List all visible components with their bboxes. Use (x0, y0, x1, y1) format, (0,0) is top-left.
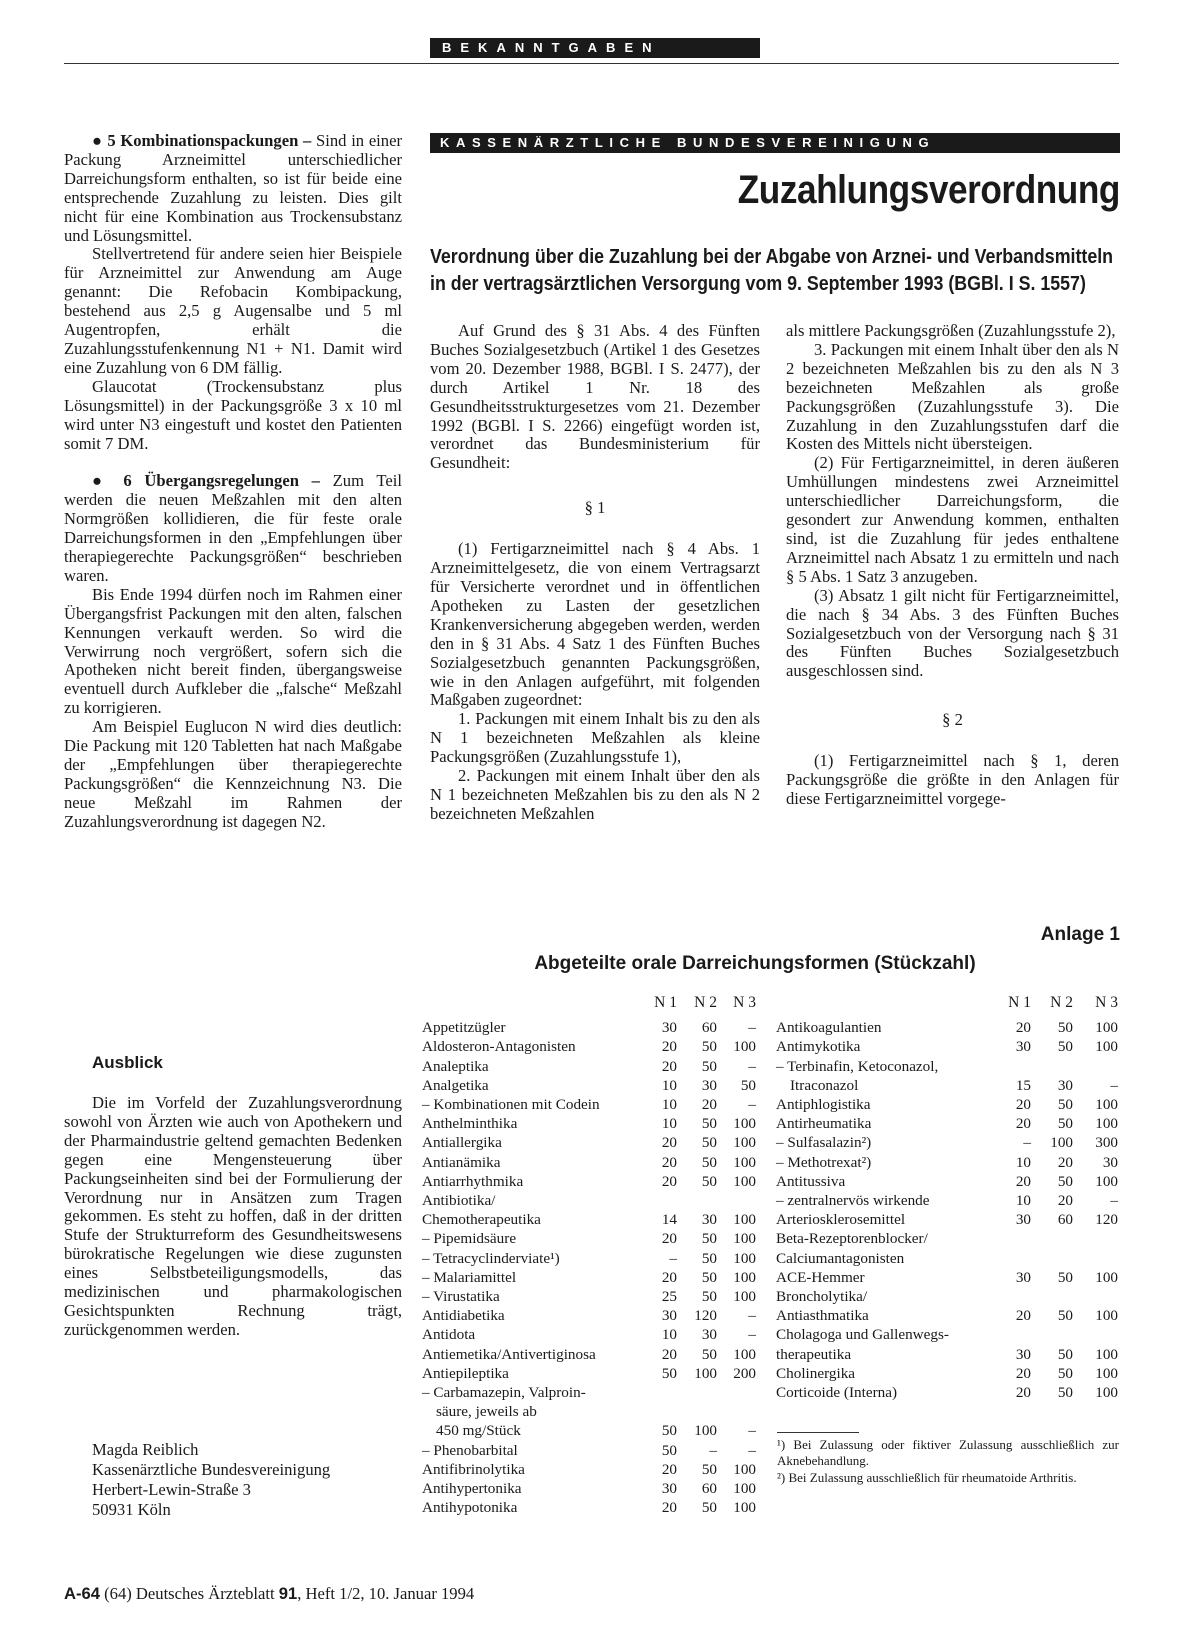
paragraph: Die im Vorfeld der Zuzahlungsverordnung sowohl von Ärzten wie auch von Apothekern und der Pharmaindustrie geltend gemachten Bedenken gegen eine Mengensteuerung über Packungseinheiten sind bei der Formulierung der Verordnung nur in Ansätzen zum Tragen gekommen. Es steht zu hoffen, daß in der dritten Stufe der Strukturreform des Gesundheitswesens bürokratische Regelungen wie diese zugunsten eines Selbstbeteiligungsmodells, das medizinischen und pharmakologischen Gesichtspunkten Rechnung trägt, zurückgenommen werden. (64, 1093, 402, 1339)
drug-name-cell: Antikoagulantien (776, 1019, 882, 1037)
table-row (776, 1038, 1118, 1057)
count-cell: 10 (661, 1326, 677, 1344)
count-cell: 20 (1015, 1364, 1031, 1382)
table-row (776, 1096, 1118, 1115)
count-cell: 20 (661, 1268, 677, 1286)
drug-name-cell: Anthelminthika (422, 1115, 518, 1133)
table-row (776, 1365, 1118, 1384)
footnotes (777, 1437, 1119, 1486)
count-cell (677, 1403, 717, 1422)
journal-volume: 91 (278, 1584, 298, 1603)
count-cell: 100 (1095, 1038, 1118, 1056)
drug-name-cell: Antidota (422, 1326, 476, 1344)
subtitle-line: Verordnung über die Zuzahlung bei der Abgabe von Arznei- und Verbandsmitteln (430, 246, 1114, 268)
footnote: ¹) Bei Zulassung oder fiktiver Zulassung ausschließlich zur Aknebehandlung. (777, 1437, 1119, 1469)
count-cell: 30 (1057, 1076, 1073, 1094)
count-cell: 30 (1102, 1153, 1118, 1171)
subtitle-line: in der vertragsärztlichen Versorgung vom 9. September 1993 (BGBl. I S. 1557) (430, 273, 1086, 295)
count-cell: 30 (1015, 1038, 1031, 1056)
journal-issue: , Heft 1/2, 10. Januar 1994 (297, 1584, 475, 1603)
count-cell: 120 (694, 1307, 717, 1325)
table-row (422, 1077, 756, 1096)
left-column (64, 132, 402, 832)
count-cell (1031, 1230, 1073, 1249)
table-row (422, 1250, 756, 1269)
count-cell: 50 (1057, 1345, 1073, 1363)
count-cell: 10 (661, 1096, 677, 1114)
count-cell: 10 (661, 1115, 677, 1133)
table-row (776, 1230, 1118, 1249)
count-cell (1073, 1288, 1118, 1307)
count-cell: 100 (1095, 1172, 1118, 1190)
table-row (776, 1058, 1118, 1077)
count-cell: 60 (701, 1480, 717, 1498)
drug-name-cell: 450 mg/Stück (436, 1422, 521, 1440)
drug-name-cell: Antirheumatika (776, 1115, 872, 1133)
table-row (776, 1269, 1118, 1288)
count-cell: 200 (733, 1364, 756, 1382)
column-header: N 3 (733, 994, 756, 1011)
count-cell: 20 (1015, 1172, 1031, 1190)
paragraph: ● 6 Übergangsregelungen – Zum Teil werden die neuen Meßzahlen mit den alten Normgrößen kollidieren, die für feste orale Darreichungsformen in den „Empfehlungen über therapiegerechte Packungsgrößen“ beschrieben waren. (64, 471, 402, 585)
page-footer (64, 1584, 474, 1604)
count-cell: 100 (733, 1038, 756, 1056)
count-cell (717, 1192, 756, 1211)
count-cell (996, 1288, 1031, 1307)
drug-name-cell: – Kombinationen mit Codein (422, 1096, 600, 1114)
table-row (422, 1326, 756, 1345)
drug-name-cell: – Terbinafin, Ketoconazol, (776, 1057, 939, 1075)
count-cell: 20 (661, 1499, 677, 1517)
drug-name-cell: – Tetracyclinderviate¹) (422, 1249, 560, 1267)
count-cell: 100 (1095, 1345, 1118, 1363)
count-cell: 100 (733, 1211, 756, 1229)
count-cell: 20 (661, 1172, 677, 1190)
count-cell: – (669, 1249, 677, 1267)
drug-name-cell: Antihypotonika (422, 1499, 518, 1517)
count-cell: 20 (661, 1153, 677, 1171)
table-row (776, 1115, 1118, 1134)
drug-name-cell: – Pipemidsäure (422, 1230, 517, 1248)
table-row (422, 1230, 756, 1249)
count-cell: 100 (733, 1288, 756, 1306)
table-row (776, 1307, 1118, 1326)
drug-name-cell: Appetitzügler (422, 1019, 506, 1037)
column-header: N 3 (1095, 994, 1118, 1011)
count-cell: 100 (733, 1115, 756, 1133)
count-cell (717, 1384, 756, 1403)
count-cell: 50 (1057, 1384, 1073, 1402)
count-cell: 60 (1057, 1211, 1073, 1229)
count-cell: 50 (1057, 1038, 1073, 1056)
table-row (776, 1019, 1118, 1038)
count-cell: 50 (701, 1249, 717, 1267)
ausblick-heading: Ausblick (92, 1053, 163, 1072)
count-cell (1031, 1058, 1073, 1077)
drug-name-cell: Chemotherapeutika (422, 1211, 541, 1229)
count-cell: 20 (1057, 1192, 1073, 1210)
drug-name-cell: Aldosteron-Antagonisten (422, 1038, 576, 1056)
count-cell: 50 (701, 1230, 717, 1248)
count-cell (996, 1250, 1031, 1269)
drug-name-cell: Antianämika (422, 1153, 501, 1171)
count-cell: 30 (661, 1307, 677, 1325)
table-row (422, 1269, 756, 1288)
table-row (776, 1346, 1118, 1365)
count-cell: 100 (694, 1364, 717, 1382)
author-name: Magda Reiblich (92, 1440, 199, 1459)
count-cell: 100 (1095, 1364, 1118, 1382)
drug-name-cell: Antiarrhythmika (422, 1172, 524, 1190)
count-cell: 100 (1095, 1096, 1118, 1114)
drug-name-cell: ACE-Hemmer (776, 1268, 865, 1286)
drug-name-cell: therapeutika (776, 1345, 852, 1363)
section-sign: § 2 (942, 710, 963, 730)
count-cell: 100 (733, 1230, 756, 1248)
count-cell (996, 1230, 1031, 1249)
count-cell: 14 (661, 1211, 677, 1229)
paragraph: 3. Packungen mit einem Inhalt über den als N 2 bezeichneten Meßzahlen bis zu den als N 3 bezeichneten Meßzahlen als große Packungsgrößen (Zuzahlungsstufe 3). Die Zuzahlung in den Zuzahlungsstufen darf die Kosten des Mittels nicht übersteigen. (786, 339, 1119, 454)
count-cell (1031, 1288, 1073, 1307)
count-cell: – (748, 1019, 756, 1037)
subtitle (430, 244, 1115, 298)
count-cell: 300 (1095, 1134, 1118, 1152)
count-cell: 15 (1015, 1076, 1031, 1094)
table-row (776, 1250, 1118, 1269)
count-cell (647, 1403, 677, 1422)
author-street: Herbert-Lewin-Straße 3 (92, 1480, 251, 1499)
drug-name-cell: Itraconazol (790, 1076, 859, 1094)
author-city: 50931 Köln (92, 1500, 171, 1519)
table-row (776, 1192, 1118, 1211)
drug-name-cell: Arteriosklerosemittel (776, 1211, 906, 1229)
count-cell (1031, 1326, 1073, 1345)
count-cell: 30 (1015, 1211, 1031, 1229)
count-cell: 100 (733, 1153, 756, 1171)
count-cell: 30 (661, 1480, 677, 1498)
drug-name-cell: Analeptika (422, 1057, 489, 1075)
count-cell (1073, 1230, 1118, 1249)
count-cell (647, 1384, 677, 1403)
count-cell: 100 (733, 1134, 756, 1152)
table-row (422, 1499, 756, 1518)
organization-band: KASSENÄRZTLICHE BUNDESVEREINIGUNG (430, 133, 1120, 153)
right-column (786, 322, 1119, 809)
count-cell: 100 (1095, 1307, 1118, 1325)
drug-table-right (776, 994, 1118, 1403)
paragraph: Am Beispiel Euglucon N wird dies deutlich: Die Packung mit 120 Tabletten hat nach Maßgabe der „Empfehlungen über therapiegerechte Packungsgrößen“ die Kennzeichnung N3. Die neue Meßzahl im Rahmen der Zuzahlungsverordnung ist dagegen N2. (64, 717, 402, 831)
count-cell (996, 1326, 1031, 1345)
count-cell: 30 (701, 1211, 717, 1229)
count-cell: 100 (1095, 1268, 1118, 1286)
table-row (422, 1211, 756, 1230)
table-row (422, 1173, 756, 1192)
count-cell: 100 (694, 1422, 717, 1440)
page-title: Zuzahlungsverordnung (737, 168, 1120, 212)
drug-name-cell: Antidiabetika (422, 1307, 505, 1325)
table (422, 994, 756, 1518)
table-row (422, 1288, 756, 1307)
count-cell: 30 (661, 1019, 677, 1037)
count-cell: 100 (733, 1480, 756, 1498)
count-cell: 10 (661, 1076, 677, 1094)
count-cell: 100 (733, 1268, 756, 1286)
table-row (422, 1461, 756, 1480)
count-cell: 50 (1057, 1172, 1073, 1190)
table-row (422, 1154, 756, 1173)
count-cell: 100 (1050, 1134, 1073, 1152)
count-cell: 50 (701, 1115, 717, 1133)
drug-name-cell: – Sulfasalazin²) (776, 1134, 872, 1152)
table-row (422, 1096, 756, 1115)
count-cell: 100 (733, 1172, 756, 1190)
count-cell: 50 (1057, 1115, 1073, 1133)
table-row (422, 1192, 756, 1211)
paragraph: 2. Packungen mit einem Inhalt über den als N 1 bezeichneten Meßzahlen bis zu den als N 2 bezeichneten Meßzahlen (430, 766, 760, 823)
paragraph: (1) Fertigarzneimittel nach § 4 Abs. 1 Arzneimittelgesetz, die von einem Vertragsarzt für Versicherte verordnet und in öffentlichen Apotheken zu Lasten der gesetzlichen Krankenversicherung abgegeben werden, werden den in § 31 Abs. 4 Satz 1 des Fünften Buches Sozialgesetzbuch genannten Packungsgrößen, wie in den Anlagen aufgeführt, mit folgenden Maßgaben zugeordnet: (430, 539, 760, 710)
count-cell: 20 (1015, 1019, 1031, 1037)
drug-name-cell: – Malariamittel (422, 1268, 517, 1286)
count-cell (717, 1403, 756, 1422)
table-row (422, 1384, 756, 1403)
column-header: N 1 (654, 994, 677, 1011)
count-cell (996, 1058, 1031, 1077)
count-cell: 20 (661, 1057, 677, 1075)
count-cell: 50 (701, 1057, 717, 1075)
count-cell: 100 (1095, 1019, 1118, 1037)
drug-name-cell: Antifibrinolytika (422, 1460, 525, 1478)
count-cell: 50 (1057, 1364, 1073, 1382)
count-cell: 100 (733, 1499, 756, 1517)
table-row (422, 1115, 756, 1134)
paragraph: (2) Für Fertigarzneimittel, in deren äußeren Umhüllungen mindestens zwei Arzneimittel unterschiedlicher Darreichungsform, die gesondert zur Anwendung kommen, enthalten sind, ist die Zuzahlung für jedes enthaltene Arzneimittel nach Absatz 1 zu ermitteln und nach § 5 Abs. 1 Satz 3 anzugeben. (786, 453, 1119, 586)
table-row (422, 1058, 756, 1077)
table-row (422, 1480, 756, 1499)
column-header: N 2 (694, 994, 717, 1011)
count-cell: – (748, 1057, 756, 1075)
journal-name: (64) Deutsches Ärzteblatt (104, 1584, 275, 1603)
count-cell: 50 (1057, 1019, 1073, 1037)
drug-name-cell: Antibiotika/ (422, 1192, 496, 1210)
count-cell: 100 (1095, 1115, 1118, 1133)
bullet-icon: ● (92, 131, 103, 150)
paragraph: Glaucotat (Trockensubstanz plus Lösungsmittel) in der Packungsgröße 3 x 10 ml wird unter N3 eingestuft und kostet den Patienten somit 7 DM. (64, 376, 402, 453)
count-cell: 20 (661, 1134, 677, 1152)
column-header: N 2 (1050, 994, 1073, 1011)
count-cell: 25 (661, 1288, 677, 1306)
drug-name-cell: Calciumantagonisten (776, 1249, 905, 1267)
top-rule (64, 63, 1119, 64)
count-cell: 50 (661, 1422, 677, 1440)
count-cell: 20 (661, 1038, 677, 1056)
table (776, 994, 1118, 1403)
count-cell: – (748, 1441, 756, 1459)
drug-name-cell: – Virustatika (422, 1288, 500, 1306)
count-cell: 20 (1015, 1115, 1031, 1133)
footnote: ²) Bei Zulassung ausschließlich für rheumatoide Arthritis. (777, 1469, 1077, 1485)
count-cell: 30 (701, 1076, 717, 1094)
table-row (776, 1384, 1118, 1403)
page-number: A-64 (64, 1584, 100, 1603)
count-cell: 20 (1057, 1153, 1073, 1171)
paragraph: ● 5 Kombinationspackungen – Sind in einer Packung Arzneimittel unterschiedlicher Darreichungsform enthalten, so ist für beide eine entsprechende Zuzahlung zu leisten. Dies gilt nicht für eine Kombination aus Trockensubstanz und Lösungsmittel. (64, 131, 402, 245)
count-cell: 50 (701, 1345, 717, 1363)
count-cell (677, 1384, 717, 1403)
bullet-icon: ● (92, 471, 111, 491)
paragraph: (3) Absatz 1 gilt nicht für Fertigarzneimittel, die nach § 34 Abs. 3 des Fünften Buches Sozialgesetzbuch von der Versorgung nach § 31 des Fünften Buches Sozialgesetzbuch ausgeschlossen sind. (786, 585, 1119, 681)
count-cell: 50 (701, 1460, 717, 1478)
drug-name-cell: Cholinergika (776, 1364, 856, 1382)
count-cell: 50 (701, 1134, 717, 1152)
drug-name-cell: Analgetika (422, 1076, 489, 1094)
section-tag: BEKANNTGABEN (430, 38, 760, 58)
count-cell (1073, 1058, 1118, 1077)
table-header-row (422, 994, 756, 1019)
count-cell: 100 (733, 1460, 756, 1478)
count-cell: – (1023, 1134, 1031, 1152)
count-cell: 50 (701, 1038, 717, 1056)
count-cell: 30 (1015, 1268, 1031, 1286)
count-cell: – (748, 1096, 756, 1114)
drug-name-cell: – Methotrexat²) (776, 1153, 872, 1171)
count-cell: 50 (701, 1268, 717, 1286)
count-cell: – (748, 1307, 756, 1325)
paragraph: als mittlere Packungsgrößen (Zuzahlungsstufe 2), (786, 321, 1116, 340)
count-cell: – (1110, 1192, 1118, 1210)
count-cell: 10 (1015, 1153, 1031, 1171)
count-cell: 50 (1057, 1096, 1073, 1114)
count-cell: 20 (1015, 1096, 1031, 1114)
table-row (422, 1346, 756, 1365)
count-cell: 100 (1095, 1384, 1118, 1402)
table-row (776, 1134, 1118, 1153)
table-row (422, 1365, 756, 1384)
table-row (422, 1442, 756, 1461)
count-cell (647, 1192, 677, 1211)
drug-name-cell: Antiepileptika (422, 1364, 509, 1382)
table-row (776, 1211, 1118, 1230)
drug-name-cell: säure, jeweils ab (436, 1403, 537, 1421)
count-cell: 50 (1057, 1268, 1073, 1286)
table-row (776, 1154, 1118, 1173)
drug-name-cell: Corticoide (Interna) (776, 1384, 898, 1402)
drug-name-cell: Broncholytika/ (776, 1288, 868, 1306)
table-row (776, 1288, 1118, 1307)
count-cell: 50 (740, 1076, 756, 1094)
count-cell: 20 (661, 1460, 677, 1478)
paragraph: Stellvertretend für andere seien hier Beispiele für Arzneimittel zur Anwendung am Auge genannt: Die Refobacin Kombipackung, bestehend aus 2,5 g Augensalbe und 5 ml Augentropfen, erhält die Zuzahlungsstufenkennung N1 + N1. Damit wird eine Zuzahlung von 6 DM fällig. (64, 244, 402, 377)
table-row (422, 1134, 756, 1153)
drug-name-cell: Antitussiva (776, 1172, 846, 1190)
count-cell (677, 1192, 717, 1211)
count-cell: 20 (661, 1345, 677, 1363)
anlage-title: Anlage 1 (1040, 924, 1120, 945)
drug-name-cell: Antiemetika/Antivertiginosa (422, 1345, 596, 1363)
count-cell: 50 (661, 1364, 677, 1382)
count-cell (1073, 1250, 1118, 1269)
table-row (422, 1019, 756, 1038)
count-cell: 50 (661, 1441, 677, 1459)
count-cell: 50 (1057, 1307, 1073, 1325)
ausblick-text-block (64, 1094, 402, 1340)
footnote-rule (777, 1432, 859, 1433)
count-cell: 20 (1015, 1384, 1031, 1402)
drug-name-cell: – Carbamazepin, Valproin- (422, 1384, 586, 1402)
section-sign: § 1 (584, 498, 606, 518)
count-cell: 10 (1015, 1192, 1031, 1210)
table-row (776, 1173, 1118, 1192)
table-row (776, 1077, 1118, 1096)
author-org: Kassenärztliche Bundesvereinigung (92, 1460, 331, 1479)
anlage-subtitle: Abgeteilte orale Darreichungsformen (Stückzahl) (534, 953, 976, 974)
table-row (422, 1307, 756, 1326)
count-cell: 20 (701, 1096, 717, 1114)
count-cell: – (709, 1441, 717, 1459)
drug-name-cell: Cholagoga und Gallenwegs- (776, 1326, 949, 1344)
paragraph: Auf Grund des § 31 Abs. 4 des Fünften Buches Sozialgesetzbuch (Artikel 1 des Gesetzes vom 20. Dezember 1988, BGBl. I S. 2477), der durch Artikel 1 Nr. 18 des Gesundheitsstrukturgesetzes vom 21. Dezember 1992 (BGBl. I S. 2266) eingefügt worden ist, verordnet das Bundesministerium für Gesundheit: (430, 321, 760, 473)
count-cell: – (748, 1422, 756, 1440)
count-cell: – (1110, 1076, 1118, 1094)
table-header-row (776, 994, 1118, 1019)
table-row (422, 1038, 756, 1057)
count-cell: 50 (701, 1172, 717, 1190)
table-row (422, 1403, 756, 1422)
count-cell: 30 (1015, 1345, 1031, 1363)
count-cell: – (748, 1326, 756, 1344)
drug-name-cell: Antiasthmatika (776, 1307, 869, 1325)
count-cell: 20 (661, 1230, 677, 1248)
author-block (92, 1440, 330, 1520)
bullet-heading: 6 Übergangsregelungen – (123, 471, 320, 491)
paragraph: 1. Packungen mit einem Inhalt bis zu den als N 1 bezeichneten Meßzahlen als kleine Packungsgrößen (Zuzahlungsstufe 1), (430, 709, 760, 767)
table-row (422, 1422, 756, 1441)
count-cell: 120 (1095, 1211, 1118, 1229)
count-cell: 50 (701, 1153, 717, 1171)
table-row (776, 1326, 1118, 1345)
count-cell: 60 (701, 1019, 717, 1037)
count-cell (1073, 1326, 1118, 1345)
bullet-heading: 5 Kombinationspackungen – (107, 131, 312, 150)
count-cell: 30 (701, 1326, 717, 1344)
drug-name-cell: Antihypertonika (422, 1480, 522, 1498)
middle-column (430, 322, 760, 824)
count-cell: 20 (1015, 1307, 1031, 1325)
count-cell: 100 (733, 1249, 756, 1267)
drug-name-cell: Beta-Rezeptorenblocker/ (776, 1230, 928, 1248)
count-cell: 50 (701, 1499, 717, 1517)
column-header: N 1 (1008, 994, 1031, 1011)
drug-name-cell: – zentralnervös wirkende (776, 1192, 930, 1210)
drug-name-cell: – Phenobarbital (422, 1441, 518, 1459)
drug-name-cell: Antiallergika (422, 1134, 502, 1152)
count-cell: 100 (733, 1345, 756, 1363)
count-cell: 50 (701, 1288, 717, 1306)
count-cell (1031, 1250, 1073, 1269)
drug-name-cell: Antiphlogistika (776, 1096, 871, 1114)
paragraph: (1) Fertigarzneimittel nach § 1, deren Packungsgröße die größte in den Anlagen für diese Fertigarzneimittel vorgege- (786, 751, 1119, 808)
paragraph: Bis Ende 1994 dürfen noch im Rahmen einer Übergangsfrist Packungen mit den alten, falschen Kennungen verkauft werden. So wird die Verwirrung noch vergrößert, sofern sich die Apotheken nicht bereit finden, übergangsweise eventuell durch Aufkleber die „falsche“ Meßzahl zu korrigieren. (64, 584, 402, 718)
drug-table-left (422, 994, 756, 1518)
drug-name-cell: Antimykotika (776, 1038, 861, 1056)
